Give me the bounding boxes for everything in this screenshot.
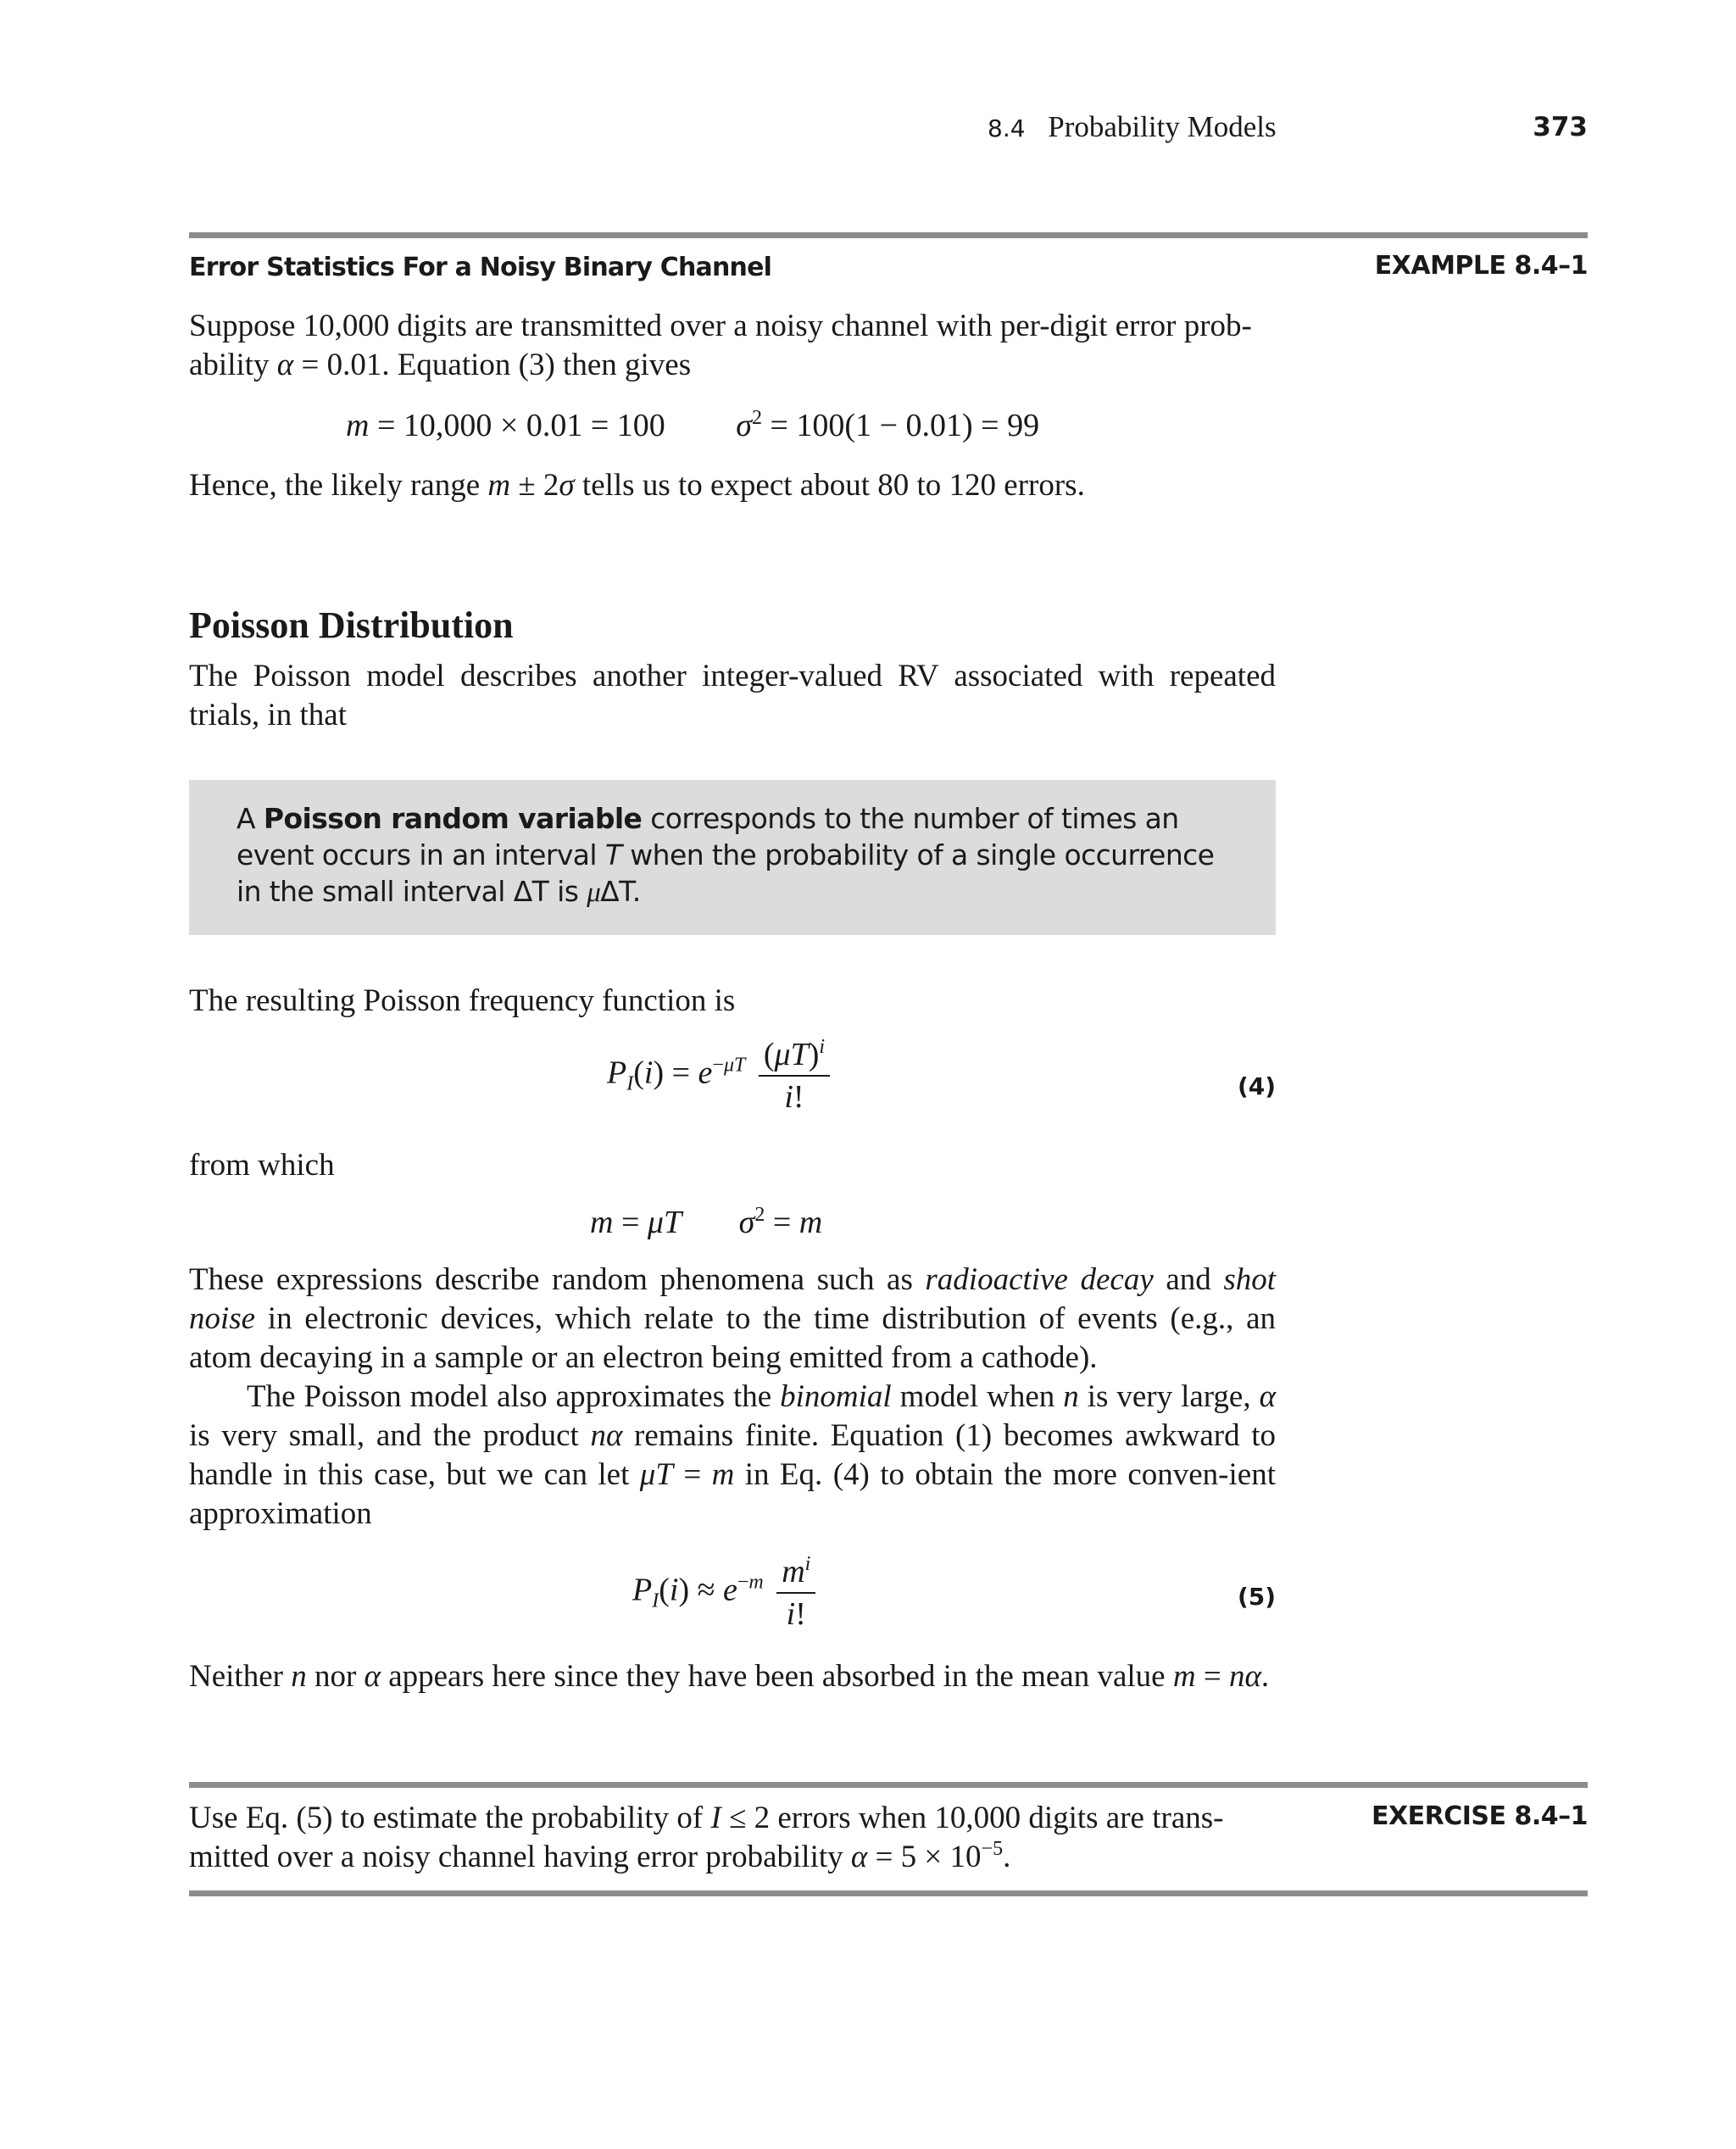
definition-box: [189, 780, 1276, 935]
exercise-label: EXERCISE 8.4–1: [1372, 1801, 1588, 1831]
equation-number-5: (5): [1238, 1583, 1277, 1611]
exercise-top-rule: [189, 1782, 1588, 1788]
equation-number-4: (4): [1238, 1072, 1277, 1100]
poisson-intro: The Poisson model describes another integer-valued RV associated with repeated trials, in that: [189, 659, 1276, 732]
exercise-line-1: Use Eq. (5) to estimate the probability of I ≤ 2 errors when 10,000 digits are trans-: [189, 1801, 1224, 1835]
exercise-line-2: mitted over a noisy channel having error probability $\alpha = 5 \times 10^{-5}$.: [189, 1838, 1011, 1874]
exercise-text: [189, 1799, 1283, 1877]
exercise-bottom-rule: [189, 1890, 1588, 1896]
example-title: Error Statistics For a Noisy Binary Channel: [189, 253, 772, 282]
poisson-mean: m = μT: [590, 1205, 682, 1240]
poisson-variance: $\sigma^2 = m$: [738, 1204, 823, 1240]
example-top-rule: [189, 232, 1588, 238]
paragraph-approximation: The Poisson model also approximates the binomial model when n is very large, α is very small, and the product nα remains finite. Equation (1) becomes awkward to handle in this case, but we can let μT = m in Eq. (4) to obtain the more conven-ient approximation: [189, 1379, 1277, 1531]
example-line-2: ability α = 0.01. Equation (3) then gives: [189, 348, 692, 382]
example-conclusion: Hence, the likely range m ± 2σ tells us to expect about 80 to 120 errors.: [189, 468, 1085, 503]
example-statement: [189, 307, 1276, 385]
section-title: Probability Models: [1048, 110, 1277, 143]
section-number: 8.4: [988, 114, 1026, 142]
equation-5: $P_I(i) \approx e^{-m}$ $\frac{m^i}{i!}$: [632, 1553, 815, 1633]
example-equation: [346, 407, 1039, 444]
paragraph-neither: Neither n nor α appears here since they have been absorbed in the mean value m = nα.: [189, 1659, 1270, 1694]
paragraph-applications: These expressions describe random phenomena such as radioactive decay and shot noise in electronic devices, which relate to the time distribution of events (e.g., an atom decaying in a sample or an electron being emitted from a cathode).: [189, 1262, 1276, 1375]
resulting-text: The resulting Poisson frequency function is: [189, 983, 736, 1018]
poisson-moments-equation: [590, 1204, 822, 1241]
running-header: [988, 110, 1277, 144]
definition-text: A Poisson random variable corresponds to the number of times an event occurs in an interval T when the probability of a single occurrence in the small interval ΔT is μΔT.: [236, 802, 1215, 908]
example-label: EXAMPLE 8.4–1: [1374, 251, 1588, 281]
section-heading: Poisson Distribution: [189, 604, 514, 646]
from-which-text: from which: [189, 1148, 335, 1183]
example-line-1: Suppose 10,000 digits are transmitted over a noisy channel with per-digit error prob-: [189, 309, 1252, 343]
definition-term: Poisson random variable: [263, 802, 643, 835]
page-number: 373: [1533, 112, 1588, 142]
mean-expression: m = 10,000 × 0.01 = 100: [346, 408, 665, 443]
equation-4: $P_I(i) = e^{-\mu T}$ $\frac{(\mu T)^i}{i!}$: [607, 1036, 830, 1116]
variance-expression: $\sigma^2 = 100(1 - 0.01) = 99$: [736, 407, 1040, 443]
